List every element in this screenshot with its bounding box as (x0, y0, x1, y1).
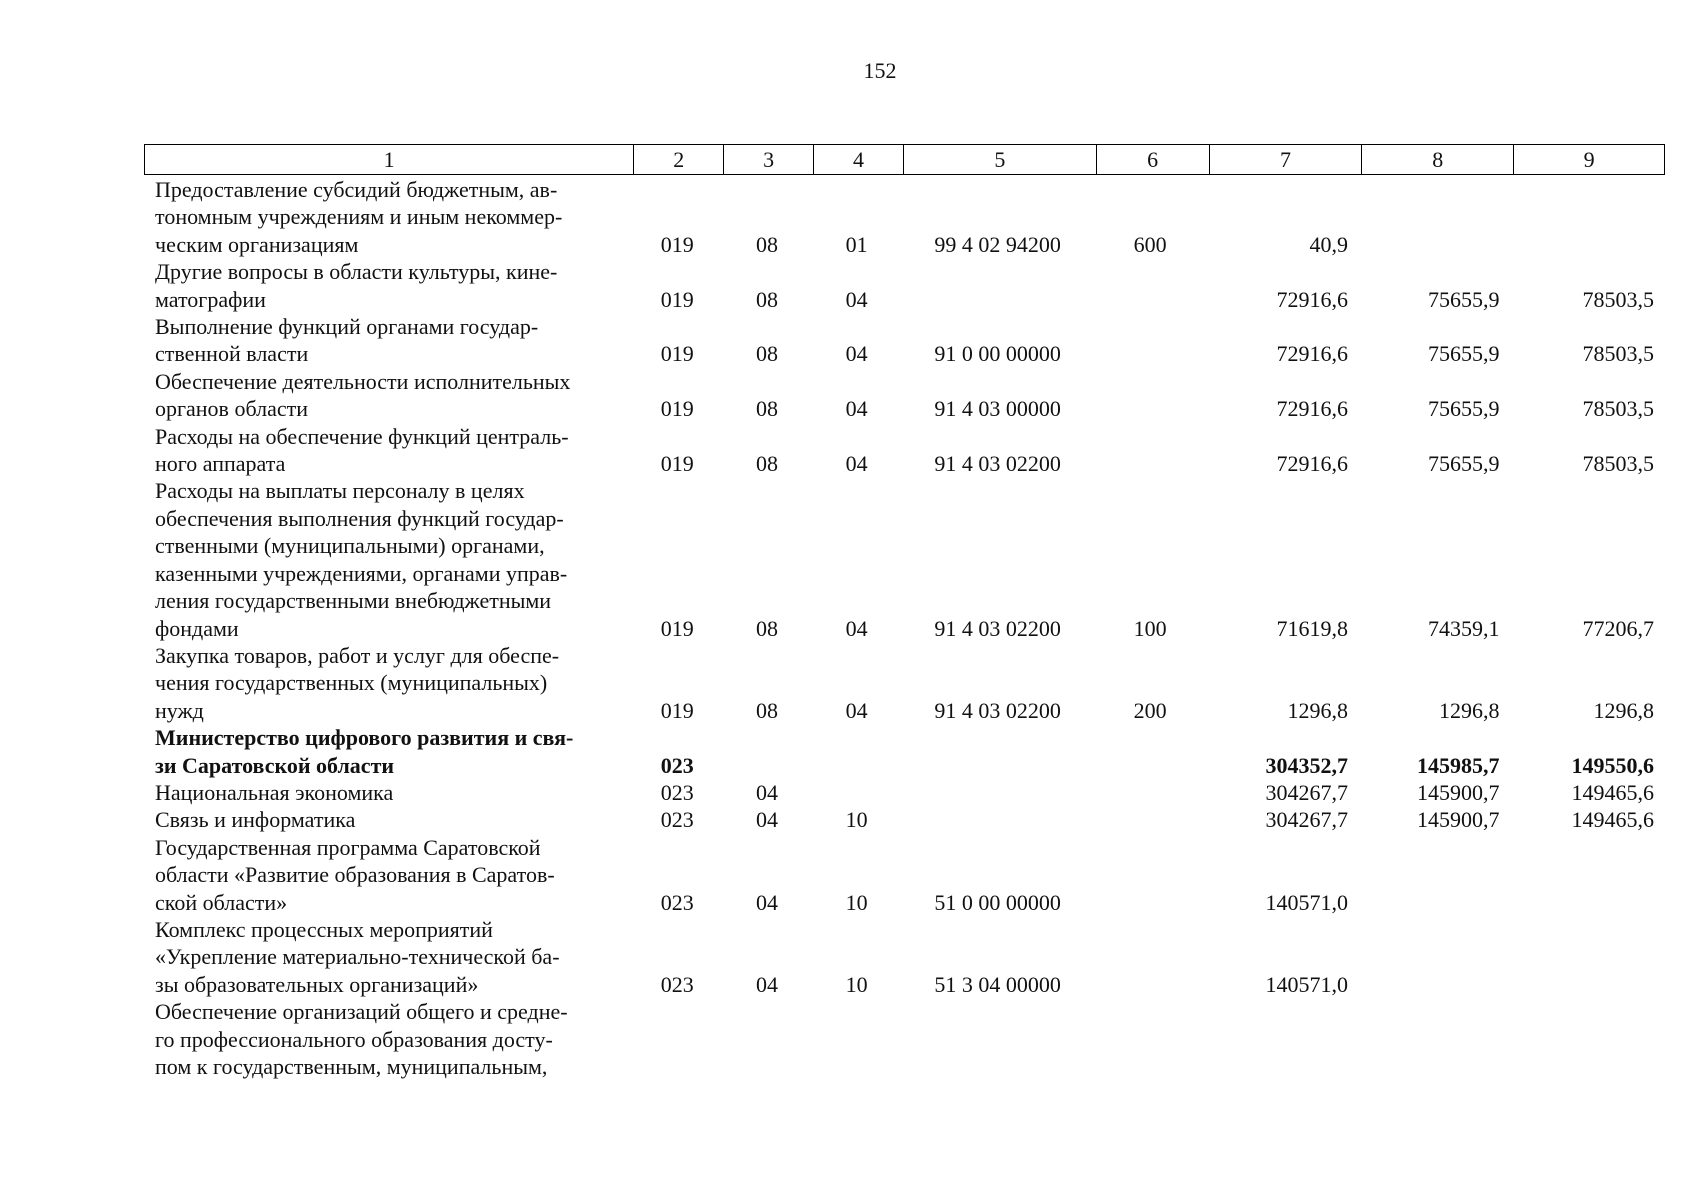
row-name (144, 313, 632, 368)
page-number: 152 (863, 58, 897, 83)
row-name-line: Министерство цифрового развития и свя- (155, 725, 574, 751)
code-target: 91 4 03 00000 (934, 396, 1061, 422)
header-col-7: 7 (1210, 145, 1363, 174)
code-section: 08 (755, 615, 778, 641)
code-expense-type: 200 (1133, 697, 1167, 723)
amount-col-8: 145985,7 (1417, 752, 1500, 778)
row-name-line: органов области (155, 396, 308, 422)
row-name (144, 916, 632, 998)
amount-col-9: 1296,8 (1593, 697, 1655, 723)
code-ministry: 019 (660, 231, 694, 257)
code-target: 91 4 03 02200 (934, 697, 1061, 723)
row-name (144, 477, 632, 641)
code-subsection: 04 (845, 697, 868, 723)
amount-col-9: 78503,5 (1582, 451, 1655, 477)
amount-col-8: 75655,9 (1428, 396, 1500, 422)
code-section: 04 (755, 807, 778, 833)
amount-col-8: 75655,9 (1428, 286, 1500, 312)
amount-col-9: 78503,5 (1582, 341, 1655, 367)
row-name (144, 724, 632, 779)
code-expense-type: 100 (1133, 615, 1167, 641)
row-name-line: Национальная экономика (155, 779, 394, 805)
code-ministry: 019 (660, 341, 694, 367)
table-row (144, 368, 1665, 423)
table-row (144, 998, 1665, 1080)
table-row (144, 642, 1665, 724)
row-name-line: ственными (муниципальными) органами, (155, 533, 545, 559)
code-section: 08 (755, 231, 778, 257)
code-section: 08 (755, 286, 778, 312)
code-subsection: 04 (845, 396, 868, 422)
table-row (144, 779, 1665, 806)
amount-col-7: 304352,7 (1265, 752, 1348, 778)
code-target: 51 3 04 00000 (934, 971, 1061, 997)
header-col-1: 1 (145, 145, 634, 174)
row-name (144, 642, 632, 724)
header-col-8: 8 (1362, 145, 1514, 174)
table-row (144, 916, 1665, 998)
code-target: 91 4 03 02200 (934, 615, 1061, 641)
row-name-line: Обеспечение организаций общего и средне- (155, 999, 568, 1025)
table-row (144, 313, 1665, 368)
row-name-line: Расходы на выплаты персоналу в целях (155, 478, 525, 504)
code-subsection: 04 (845, 451, 868, 477)
amount-col-7: 72916,6 (1276, 451, 1348, 477)
row-name-line: нужд (155, 697, 204, 723)
row-name-line: чения государственных (муниципальных) (155, 670, 548, 696)
amount-col-7: 304267,7 (1265, 807, 1348, 833)
code-section: 08 (755, 697, 778, 723)
row-name-line: ской области» (155, 889, 288, 915)
row-name-line: Расходы на обеспечение функций централь- (155, 423, 569, 449)
row-name-line: Другие вопросы в области культуры, кине- (155, 259, 558, 285)
table-row (144, 423, 1665, 478)
amount-col-7: 1296,8 (1287, 697, 1348, 723)
code-ministry: 023 (660, 752, 694, 778)
amount-col-7: 71619,8 (1276, 615, 1348, 641)
amount-col-8: 75655,9 (1428, 451, 1500, 477)
row-name-line: Связь и информатика (155, 807, 356, 833)
code-target: 91 0 00 00000 (934, 341, 1061, 367)
table-row (144, 834, 1665, 916)
table-row (144, 724, 1665, 779)
row-name-line: области «Развитие образования в Саратов- (155, 862, 555, 888)
row-name-line: ного аппарата (155, 451, 286, 477)
code-subsection: 10 (845, 889, 868, 915)
code-subsection: 04 (845, 286, 868, 312)
amount-col-7: 304267,7 (1265, 779, 1348, 805)
header-col-4: 4 (814, 145, 904, 174)
table-row (144, 258, 1665, 313)
row-name (144, 834, 632, 916)
header-col-2: 2 (634, 145, 724, 174)
table-header (144, 144, 1665, 175)
amount-col-9: 78503,5 (1582, 286, 1655, 312)
code-subsection: 04 (845, 615, 868, 641)
amount-col-8: 1296,8 (1439, 697, 1500, 723)
row-name-line: матографии (155, 286, 266, 312)
row-name-line: ческим организациям (155, 231, 359, 257)
code-target: 91 4 03 02200 (934, 451, 1061, 477)
code-ministry: 023 (660, 779, 694, 805)
code-ministry: 023 (660, 807, 694, 833)
code-section: 08 (755, 451, 778, 477)
row-name-line: Государственная программа Саратовской (155, 834, 541, 860)
row-name-line: Предоставление субсидий бюджетным, ав- (155, 177, 558, 202)
amount-col-7: 72916,6 (1276, 286, 1348, 312)
amount-col-7: 72916,6 (1276, 341, 1348, 367)
amount-col-7: 40,9 (1309, 231, 1348, 257)
row-name-line: фондами (155, 615, 239, 641)
row-name (144, 779, 632, 806)
row-name-line: зи Саратовской области (155, 752, 395, 778)
code-ministry: 023 (660, 971, 694, 997)
code-ministry: 019 (660, 286, 694, 312)
amount-col-8: 145900,7 (1417, 807, 1500, 833)
amount-col-9: 149465,6 (1571, 779, 1655, 805)
row-name-line: Обеспечение деятельности исполнительных (155, 368, 571, 394)
code-target: 99 4 02 94200 (934, 231, 1061, 257)
row-name-line: зы образовательных организаций» (155, 971, 479, 997)
row-name (144, 368, 632, 423)
header-col-6: 6 (1097, 145, 1210, 174)
code-subsection: 10 (845, 971, 868, 997)
code-section: 08 (755, 341, 778, 367)
row-name-line: ственной власти (155, 341, 309, 367)
header-col-5: 5 (904, 145, 1097, 174)
row-name-line: Выполнение функций органами государ- (155, 314, 539, 340)
row-name-line: казенными учреждениями, органами управ- (155, 560, 568, 586)
amount-col-7: 140571,0 (1265, 889, 1348, 915)
code-subsection: 10 (845, 807, 868, 833)
code-ministry: 019 (660, 697, 694, 723)
row-name (144, 176, 632, 258)
row-name (144, 998, 632, 1080)
code-ministry: 019 (660, 615, 694, 641)
code-ministry: 023 (660, 889, 694, 915)
row-name-line: пом к государственным, муниципальным, (155, 1054, 548, 1079)
amount-col-9: 78503,5 (1582, 396, 1655, 422)
row-name-line: «Укрепление материально-технической ба- (155, 944, 560, 970)
header-col-3: 3 (724, 145, 814, 174)
row-name-line: Комплекс процессных мероприятий (155, 916, 493, 942)
row-name (144, 258, 632, 313)
row-name (144, 806, 632, 833)
code-section: 04 (755, 971, 778, 997)
table-row (144, 806, 1665, 833)
header-col-9: 9 (1583, 147, 1595, 172)
table-body (144, 176, 1665, 1080)
code-section: 04 (755, 779, 778, 805)
amount-col-9: 149465,6 (1571, 807, 1655, 833)
amount-col-7: 72916,6 (1276, 396, 1348, 422)
code-target: 51 0 00 00000 (934, 889, 1061, 915)
amount-col-8: 74359,1 (1428, 615, 1500, 641)
table-row (144, 477, 1665, 641)
row-name-line: го профессионального образования досту- (155, 1026, 553, 1052)
amount-col-9: 77206,7 (1582, 615, 1655, 641)
code-ministry: 019 (660, 451, 694, 477)
row-name-line: Закупка товаров, работ и услуг для обеспе- (155, 642, 560, 668)
code-expense-type: 600 (1133, 231, 1167, 257)
amount-col-8: 145900,7 (1417, 779, 1500, 805)
code-ministry: 019 (660, 396, 694, 422)
row-name-line: ления государственными внебюджетными (155, 588, 552, 614)
amount-col-7: 140571,0 (1265, 971, 1348, 997)
row-name (144, 423, 632, 478)
table-row (144, 176, 1665, 258)
row-name-line: тономным учреждениям и иным некоммер- (155, 204, 563, 230)
code-subsection: 01 (845, 231, 868, 257)
amount-col-9: 149550,6 (1571, 752, 1655, 778)
code-subsection: 04 (845, 341, 868, 367)
amount-col-8: 75655,9 (1428, 341, 1500, 367)
code-section: 08 (755, 396, 778, 422)
row-name-line: обеспечения выполнения функций государ- (155, 505, 564, 531)
code-section: 04 (755, 889, 778, 915)
